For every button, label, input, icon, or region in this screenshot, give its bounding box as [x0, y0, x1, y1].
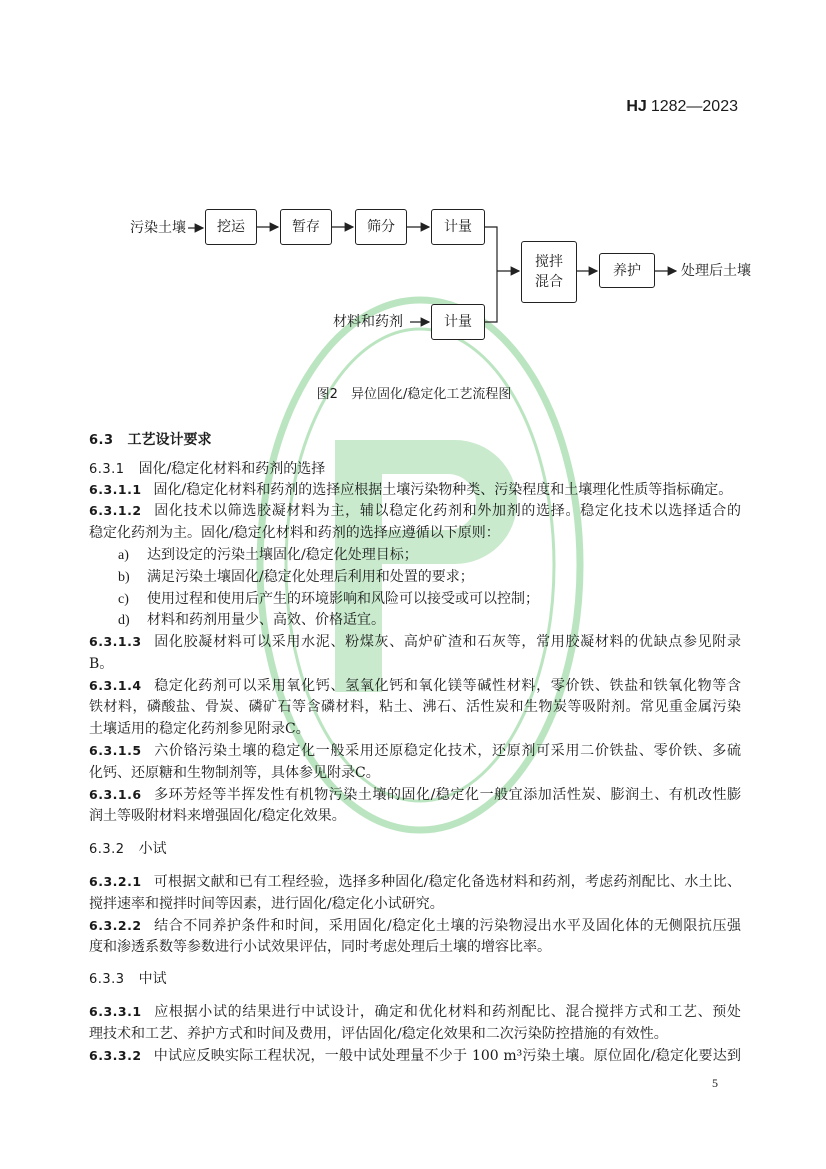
clause-6-3-1-2-line-2: 稳定化药剂为主。固化/稳定化材料和药剂的选择应遵循以下原则：	[89, 525, 500, 541]
section-title: 小试	[138, 841, 167, 857]
section-title: 固化/稳定化材料和药剂的选择	[138, 461, 326, 477]
page-number: 5	[712, 1076, 718, 1090]
clause-number: 6.3.3.1	[89, 1004, 142, 1019]
flow-step-excavation: 挖运	[205, 209, 257, 245]
flow-step-screening: 筛分	[355, 209, 407, 245]
clause-text: 应根据小试的结果进行中试设计，确定和优化材料和药剂配比、混合搅拌方式和工艺、预处	[153, 1004, 741, 1020]
clause-6-3-3-1-line-2: 理技术和工艺、养护方式和时间及费用，评估固化/稳定化效果和二次污染防控措施的有效性。	[89, 1026, 668, 1042]
section-heading-6-3-3	[89, 968, 741, 990]
clause-6-3-1-5-line-2: 化钙、还原糖和生物制剂等，具体参见附录C。	[89, 765, 380, 781]
section-number: 6.3.3	[89, 972, 125, 987]
item-text: 材料和药剂用量少、高效、价格适宜。	[147, 612, 385, 628]
standard-prefix: HJ	[626, 98, 647, 115]
clause-text: 固化/稳定化材料和药剂的选择应根据土壤污染物种类、污染程度和土壤理化性质等指标确定。	[153, 482, 733, 498]
flow-step-additive-metering: 计量	[431, 304, 485, 340]
clause-6-3-3-2-line-1	[89, 1045, 741, 1067]
flow-step-metering: 计量	[431, 209, 485, 245]
clause-number: 6.3.1.6	[89, 787, 142, 802]
clause-6-3-1-4-line-2: 铁材料，磷酸盐、骨炭、磷矿石等含磷材料，粘土、沸石、活性炭和生物炭等吸附剂。常见重金属污染	[89, 699, 741, 715]
clause-number: 6.3.1.5	[89, 743, 142, 758]
clause-number: 6.3.2.2	[89, 918, 142, 933]
standard-number: 1282—2023	[650, 98, 738, 115]
principle-item-c	[118, 588, 539, 610]
section-number: 6.3.2	[89, 842, 125, 857]
item-text: 达到设定的污染土壤固化/稳定化处理目标；	[147, 547, 418, 563]
clause-number: 6.3.1.2	[89, 503, 142, 518]
flow-output-label: 处理后土壤	[681, 263, 751, 279]
item-text: 满足污染土壤固化/稳定化处理后利用和处置的要求；	[147, 569, 474, 585]
clause-text: 中试应反映实际工程状况，一般中试处理量不少于 100 m³污染土壤。原位固化/稳定化要达到	[153, 1048, 741, 1064]
clause-text: 六价铬污染土壤的稳定化一般采用还原稳定化技术，还原剂可采用二价铁盐、零价铁、多硫	[153, 743, 741, 759]
clause-6-3-3-1-line-1	[89, 1001, 741, 1023]
clause-6-3-1-4-line-1	[89, 675, 741, 697]
clause-6-3-1-6-line-1	[89, 784, 741, 806]
clause-number: 6.3.1.1	[89, 482, 142, 497]
clause-text: 稳定化药剂可以采用氧化钙、氢氧化钙和氧化镁等碱性材料，零价铁、铁盐和铁氧化物等含	[153, 678, 741, 694]
flow-additive-label: 材料和药剂	[333, 314, 403, 330]
clause-6-3-1-4-line-3: 土壤适用的稳定化药剂参见附录C。	[89, 721, 310, 737]
clause-text: 固化技术以筛选胶凝材料为主，辅以稳定化药剂和外加剂的选择。稳定化技术以选择适合的	[153, 503, 741, 519]
principle-item-d	[118, 609, 385, 631]
flow-step-mixing	[521, 241, 577, 303]
clause-text: 可根据文献和已有工程经验，选择多种固化/稳定化备选材料和药剂，考虑药剂配比、水土比、	[153, 874, 741, 890]
clause-text: 多环芳烃等半挥发性有机物污染土壤的固化/稳定化一般宜添加活性炭、膨润土、有机改性膨	[153, 787, 741, 803]
clause-6-3-1-6-line-2: 润土等吸附材料来增强固化/稳定化效果。	[89, 808, 346, 824]
section-title: 工艺设计要求	[127, 432, 212, 448]
clause-6-3-1-1-line-1	[89, 479, 741, 501]
item-label: b)	[118, 570, 130, 585]
clause-text: 固化胶凝材料可以采用水泥、粉煤灰、高炉矿渣和石灰等，常用胶凝材料的优缺点参见附录	[153, 634, 741, 650]
flow-mixing-line-1: 搅拌	[535, 254, 563, 270]
flow-step-storage: 暂存	[280, 209, 332, 245]
section-heading-6-3	[89, 429, 741, 451]
clause-6-3-2-1-line-2: 搅拌速率和搅拌时间等因素，进行固化/稳定化小试研究。	[89, 896, 444, 912]
clause-6-3-1-3-line-1	[89, 631, 741, 653]
flow-connectors	[0, 0, 826, 420]
clause-text: 结合不同养护条件和时间，采用固化/稳定化土壤的污染物浸出水平及固化体的无侧限抗压强	[153, 918, 741, 934]
clause-6-3-1-3-line-2: B。	[89, 656, 114, 672]
clause-number: 6.3.3.2	[89, 1048, 142, 1063]
section-title: 中试	[138, 971, 167, 987]
principle-item-a	[118, 544, 418, 566]
flow-source-label: 污染土壤	[130, 220, 186, 236]
item-label: a)	[118, 548, 129, 563]
clause-6-3-1-5-line-1	[89, 740, 741, 762]
figure-caption: 图2 异位固化/稳定化工艺流程图	[316, 387, 512, 402]
clause-number: 6.3.1.3	[89, 634, 142, 649]
section-number: 6.3	[89, 433, 114, 448]
flow-step-curing: 养护	[599, 253, 655, 288]
section-heading-6-3-2	[89, 838, 741, 860]
section-number: 6.3.1	[89, 462, 125, 477]
item-label: d)	[118, 613, 130, 628]
flow-mixing-line-2: 混合	[535, 274, 563, 290]
principle-item-b	[118, 566, 474, 588]
clause-number: 6.3.1.4	[89, 678, 142, 693]
clause-6-3-1-2-line-1	[89, 500, 741, 522]
clause-6-3-2-2-line-1	[89, 915, 741, 937]
item-label: c)	[118, 592, 129, 607]
section-heading-6-3-1	[89, 458, 741, 480]
connector-merge	[485, 227, 497, 322]
clause-6-3-2-1-line-1	[89, 871, 741, 893]
clause-6-3-2-2-line-2: 度和渗透系数等参数进行小试效果评估，同时考虑处理后土壤的增容比率。	[89, 939, 551, 955]
item-text: 使用过程和使用后产生的环境影响和风险可以接受或可以控制；	[147, 591, 539, 607]
clause-number: 6.3.2.1	[89, 874, 142, 889]
